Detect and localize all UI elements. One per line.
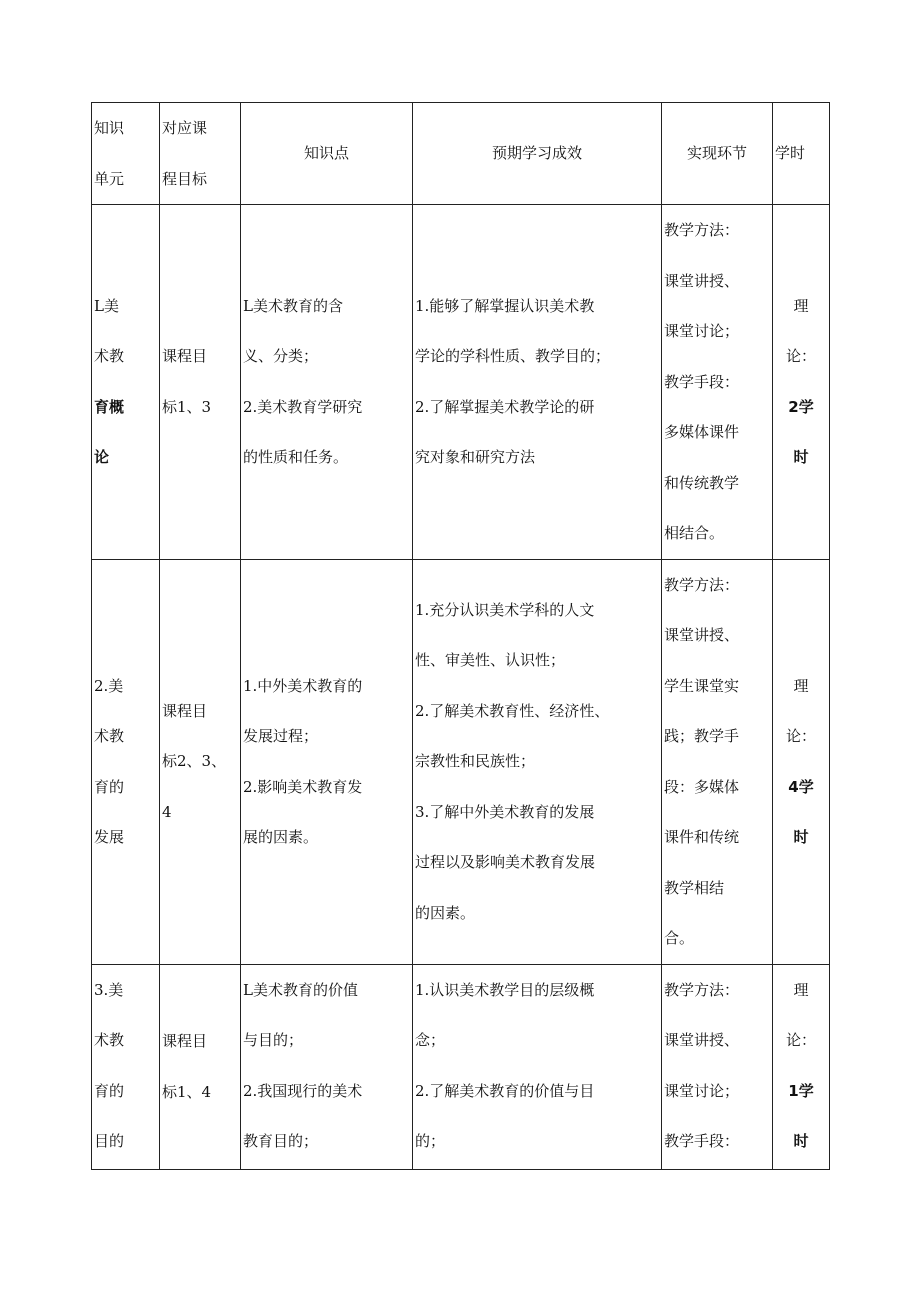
syllabus-table (91, 102, 830, 1170)
hours-cell: 理 论： 1学 时 (773, 964, 830, 1169)
objective-cell: 课程目 标2、3、 4 (160, 559, 241, 964)
unit-cell: L美 术教 育概 论 (92, 205, 160, 560)
unit-cell: 2.美 术教 育的 发展 (92, 559, 160, 964)
points-cell: L美术教育的价值 与目的； 2.我国现行的美术 教育目的； (241, 964, 413, 1169)
method-cell: 教学方法： 课堂讲授、 课堂讨论； 教学手段： (662, 964, 773, 1169)
hours-cell: 理 论： 4学 时 (773, 559, 830, 964)
header-unit: 知识 单元 (92, 103, 160, 205)
header-outcomes: 预期学习成效 (413, 103, 662, 205)
objective-cell: 课程目 标1、4 (160, 964, 241, 1169)
points-cell: 1.中外美术教育的 发展过程； 2.影响美术教育发 展的因素。 (241, 559, 413, 964)
outcomes-cell: 1.认识美术教学目的层级概 念； 2.了解美术教育的价值与目 的； (413, 964, 662, 1169)
header-points: 知识点 (241, 103, 413, 205)
outcomes-cell: 1.充分认识美术学科的人文 性、审美性、认识性； 2.了解美术教育性、经济性、 宗教性和民族性； 3.了解中外美术教育的发展 过程以及影响美术教育发展 的因素。 (413, 559, 662, 964)
method-cell: 教学方法： 课堂讲授、 学生课堂实 践；教学手 段：多媒体 课件和传统 教学相结 合。 (662, 559, 773, 964)
header-hours: 学时 (773, 103, 830, 205)
table-row (92, 559, 830, 964)
outcomes-cell: 1.能够了解掌握认识美术教 学论的学科性质、教学目的； 2.了解掌握美术教学论的研 究对象和研究方法 (413, 205, 662, 560)
header-objective: 对应课 程目标 (160, 103, 241, 205)
header-method: 实现环节 (662, 103, 773, 205)
table-row (92, 205, 830, 560)
points-cell: L美术教育的含 义、分类； 2.美术教育学研究 的性质和任务。 (241, 205, 413, 560)
method-cell: 教学方法： 课堂讲授、 课堂讨论； 教学手段： 多媒体课件 和传统教学 相结合。 (662, 205, 773, 560)
header-row (92, 103, 830, 205)
table-row (92, 964, 830, 1169)
unit-cell: 3.美 术教 育的 目的 (92, 964, 160, 1169)
hours-cell: 理 论： 2学 时 (773, 205, 830, 560)
objective-cell: 课程目 标1、3 (160, 205, 241, 560)
